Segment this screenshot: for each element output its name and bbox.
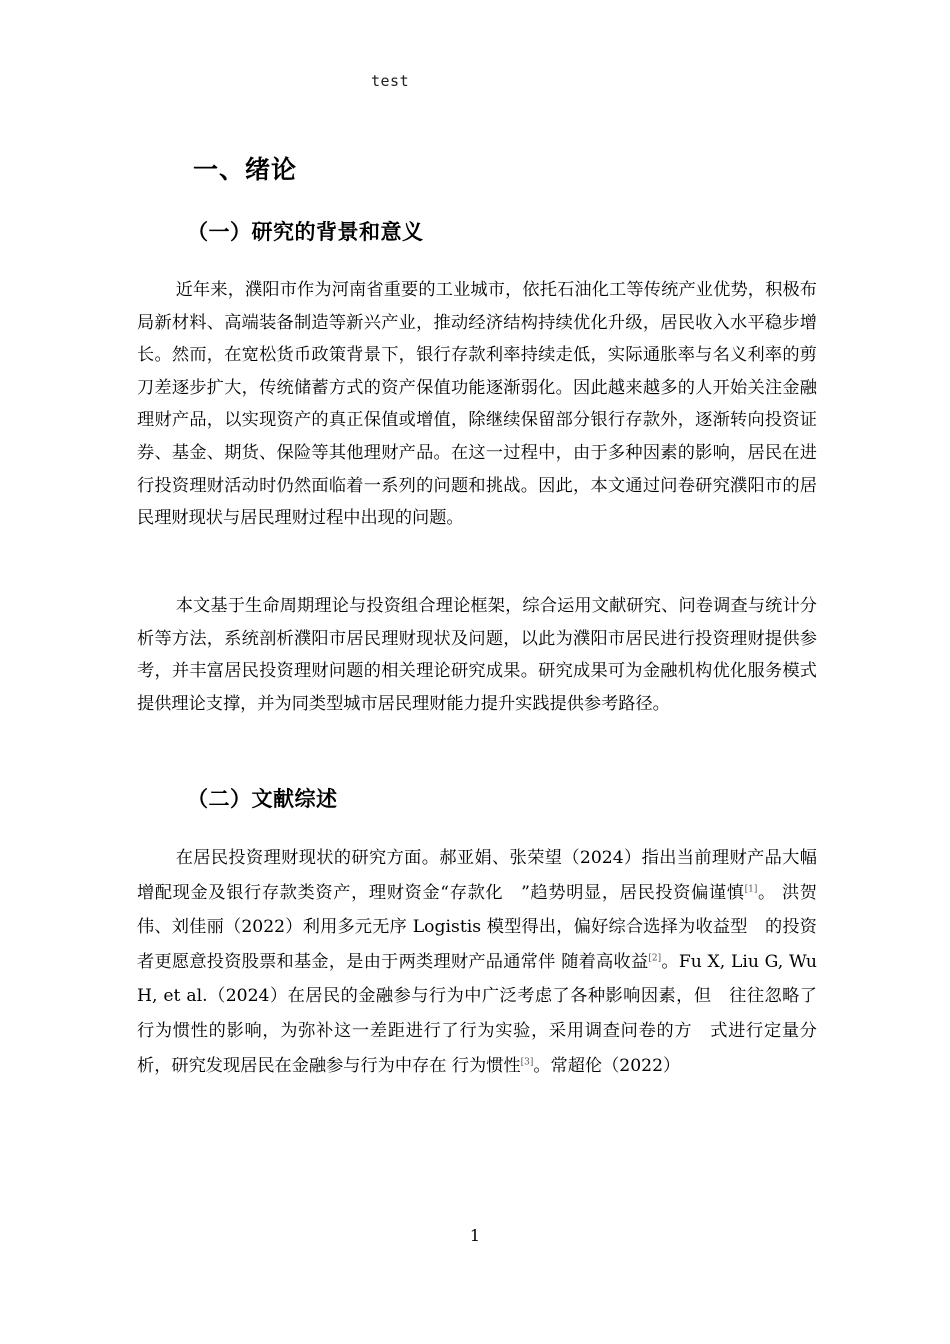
literature-text-part-1: 在居民投资理财现状的研究方面。郝亚娟、张荣望（2024）指出当前理财产品大幅增配现金及银行存款类资产，理财资金“存款化 ”趋势明显，居民投资偏谨慎 (137, 848, 817, 903)
body-paragraph-background: 近年来，濮阳市作为河南省重要的工业城市，依托石油化工等传统产业优势，积极布局新材料、高端装备制造等新兴产业，推动经济结构持续优化升级，居民收入水平稳步增长。然而，在宽松货币政策背景下，银行存款利率持续走低，实际通胀率与名义利率的剪刀差逐步扩大，传统储蓄方式的资产保值功能逐渐弱化。因此越来越多的人开始关注金融理财产品，以实现资产的真正保值或增值，除继续保留部分银行存款外，逐渐转向投资证券、基金、期货、保险等其他理财产品。在这一过程中，由于多种因素的影响，居民在进行投资理财活动时仍然面临着一系列的问题和挑战。因此，本文通过问卷研究濮阳市的居民理财现状与居民理财过程中出现的问题。 (137, 280, 817, 529)
page-header-text: test (371, 72, 410, 90)
page-number: 1 (469, 1226, 481, 1245)
citation-2[interactable]: [2] (648, 953, 662, 964)
literature-text-part-3: 。Fu X, Liu G, Wu H, et al.（2024）在居民的金融参与行为中广泛考虑了各种影响因素，但 往往忽略了行为惯性的影响，为弥补这一差距进行了行为实验，采用调查问卷的方 式进行定量分析，研究发现居民在金融参与行为中存在 行为惯性 (137, 951, 817, 1076)
section-title-background: （一）研究的背景和意义 (187, 220, 424, 244)
citation-3[interactable]: [3] (520, 1056, 534, 1067)
chapter-title: 一、绪论 (193, 155, 298, 184)
body-paragraph-literature (137, 841, 817, 1083)
citation-1[interactable]: [1] (744, 883, 758, 894)
literature-text-part-2: 。 洪贺伟、刘佳丽（2022）利用多元无序 Logistis 模型得出，偏好综合选择为收益型 的投资者更愿意投资股票和基金，是由于两类理财产品通常伴 随着高收益 (137, 882, 817, 972)
section-title-literature-review: （二）文献综述 (187, 787, 338, 811)
literature-text-part-4: 。常超伦（2022） (533, 1055, 681, 1076)
body-paragraph-framework: 本文基于生命周期理论与投资组合理论框架，综合运用文献研究、问卷调查与统计分析等方法，系统剖析濮阳市居民理财现状及问题，以此为濮阳市居民进行投资理财提供参考，并丰富居民投资理财问题的相关理论研究成果。研究成果可为金融机构优化服务模式提供理论支撑，并为同类型城市居民理财能力提升实践提供参考路径。 (137, 596, 817, 714)
